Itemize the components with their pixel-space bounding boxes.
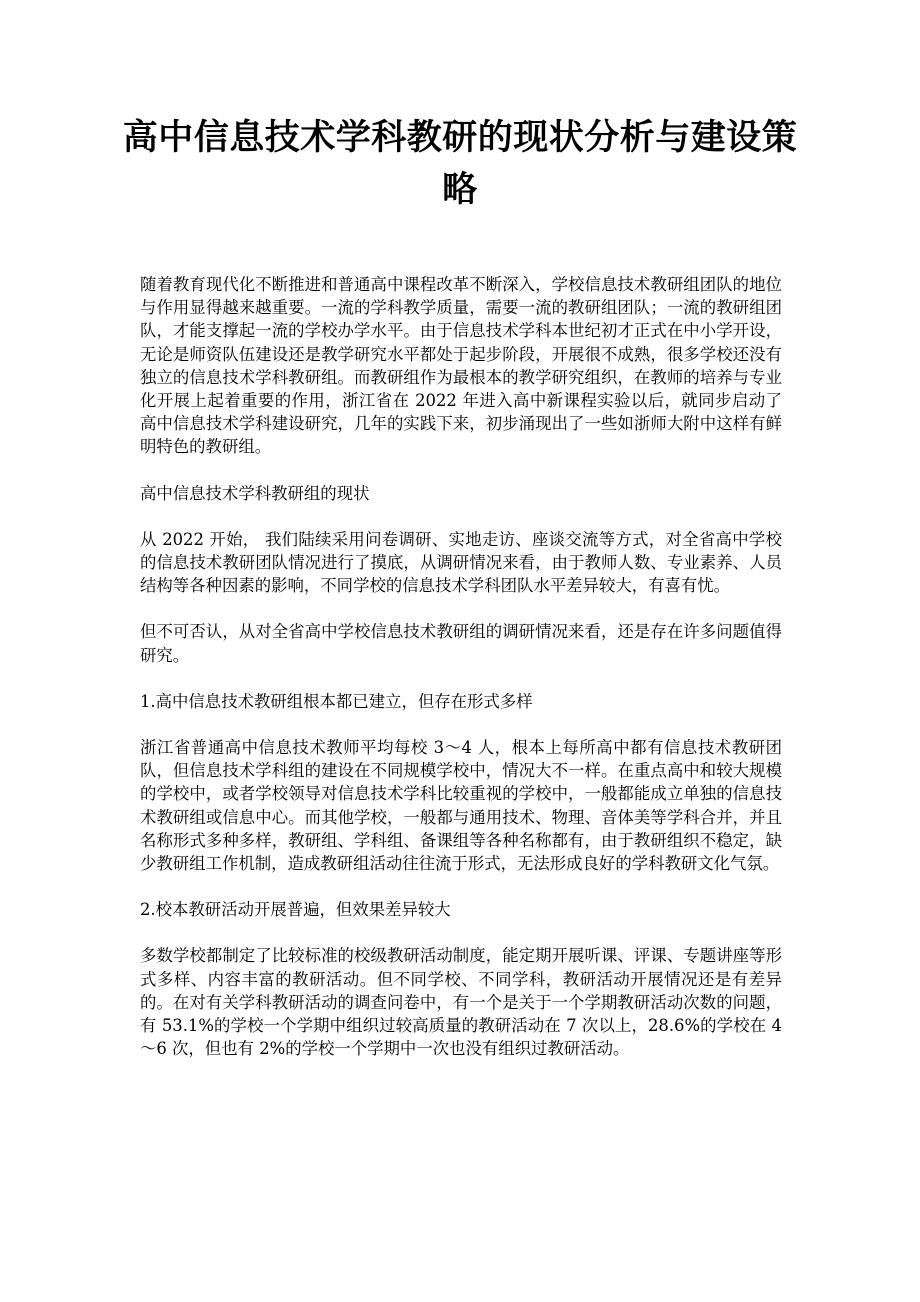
section-heading-status: 高中信息技术学科教研组的现状 <box>140 483 370 503</box>
document-title: 高中信息技术学科教研的现状分析与建设策略 <box>122 117 798 210</box>
document-body <box>140 273 782 1083</box>
subheading-2: 2.校本教研活动开展普遍，但效果差异较大 <box>140 900 451 920</box>
subheading-1: 1.高中信息技术教研组根本都已建立，但存在形式多样 <box>140 691 533 711</box>
subheading-1-paragraph: 浙江省普通高中信息技术教师平均每校 3～4 人，根本上每所高中都有信息技术教研团队，但信息技术学科组的建设在不同规模学校中，情况大不一样。在重点高中和较大规模的学校中，或者学校领导对信息技术学科比较重视的学校中，一般都能成立单独的信息技术教研组或信息中心。而其他学校，一般都与通用技术、物理、音体美等学科合并，并且名称形式多种多样，教研组、学科组、备课组等各种名称都有，由于教研组织不稳定，缺少教研组工作机制，造成教研组活动往往流于形式，无法形成良好的学科教研文化气氛。 <box>140 738 782 874</box>
survey-paragraph: 从 2022 开始， 我们陆续采用问卷调研、实地走访、座谈交流等方式，对全省高中学校的信息技术教研团队情况进行了摸底，从调研情况来看，由于教师人数、专业素养、人员结构等各种因素的影响，不同学校的信息技术学科团队水平差异较大，有喜有忧。 <box>140 529 782 596</box>
problems-paragraph: 但不可否认，从对全省高中学校信息技术教研组的调研情况来看，还是存在许多问题值得研究。 <box>140 622 782 665</box>
intro-paragraph: 随着教育现代化不断推进和普通高中课程改革不断深入，学校信息技术教研组团队的地位与作用显得越来越重要。一流的学科教学质量，需要一流的教研组团队；一流的教研组团队，才能支撑起一流的学校办学水平。由于信息技术学科本世纪初才正式在中小学开设，无论是师资队伍建设还是教学研究水平都处于起步阶段，开展很不成熟，很多学校还没有独立的信息技术学科教研组。而教研组作为最根本的教学研究组织，在教师的培养与专业化开展上起着重要的作用，浙江省在 2022 年进入高中新课程实验以后，就同步启动了高中信息技术学科建设研究，几年的实践下来，初步涌现出了一些如浙师大附中这样有鲜明特色的教研组。 <box>140 275 782 457</box>
subheading-2-paragraph: 多数学校都制定了比较标准的校级教研活动制度，能定期开展听课、评课、专题讲座等形式多样、内容丰富的教研活动。但不同学校、不同学科，教研活动开展情况还是有差异的。在对有关学科教研活动的调查问卷中，有一个是关于一个学期教研活动次数的问题，有 53.1%的学校一个学期中组织过较高质量的教研活动在 7 次以上，28.6%的学校在 4～6 次，但也有 2%的学校一个学期中一次也没有组织过教研活动。 <box>140 946 782 1059</box>
